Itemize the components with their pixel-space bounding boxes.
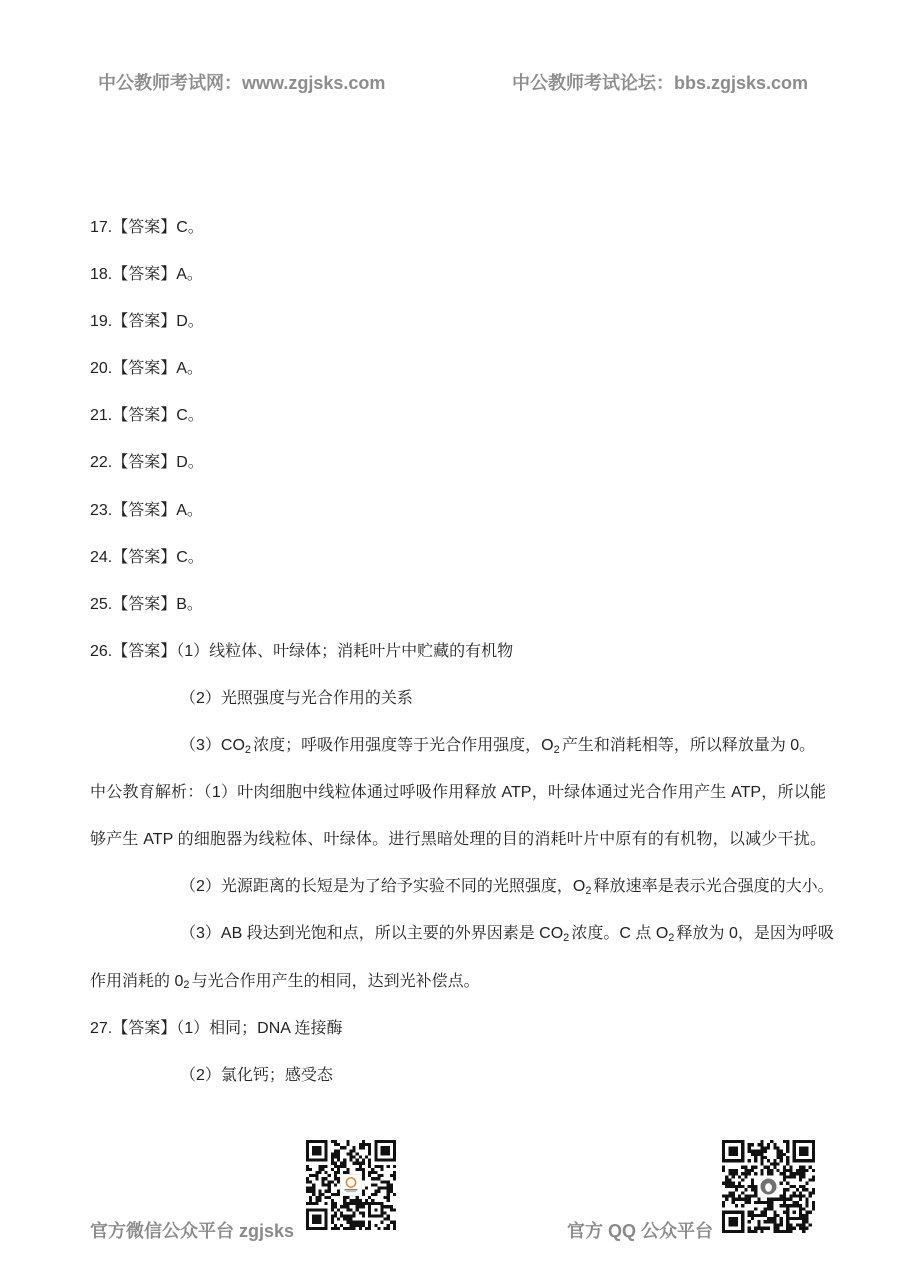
answer-26: 26.【答案】（1）线粒体、叶绿体；消耗叶片中贮藏的有机物 xyxy=(90,642,514,660)
analysis-line-3 xyxy=(90,863,834,910)
qq-logo-icon xyxy=(759,1177,778,1196)
text-segment: 浓度；呼吸作用强度等于光合作用强度，O xyxy=(253,737,554,755)
answer-22: 22.【答案】D。 xyxy=(90,454,204,472)
text-segment: 浓度。C 点 O xyxy=(571,925,669,943)
analysis-line-5 xyxy=(90,958,826,1005)
answer-21: 21.【答案】C。 xyxy=(90,407,204,425)
analysis-line-1: 中公教育解析：（1）叶肉细胞中线粒体通过呼吸作用释放 ATP，叶绿体通过光合作用产生 ATP，所以能 xyxy=(90,784,826,802)
text-segment: 作用消耗的 0 xyxy=(90,972,184,990)
answer-26-part-2: （2）光照强度与光合作用的关系 xyxy=(180,689,413,707)
header-site-text: 中公教师考试网：www.zgjsks.com xyxy=(98,73,386,93)
answer-17: 17.【答案】C。 xyxy=(90,219,204,236)
header-forum-text: 中公教师考试论坛：bbs.zgjsks.com xyxy=(512,73,809,93)
text-segment: （3）CO xyxy=(180,737,245,755)
text-segment: （3）AB 段达到光饱和点，所以主要的外界因素是 CO xyxy=(180,925,564,943)
wechat-platform-label: 官方微信公众平台 zgjsks xyxy=(90,1221,295,1241)
answer-26-part-3 xyxy=(90,722,826,769)
analysis-line-4 xyxy=(90,910,834,957)
answer-20: 20.【答案】A。 xyxy=(90,360,203,378)
answer-27: 27.【答案】（1）相同；DNA 连接酶 xyxy=(90,1019,343,1037)
subscript: 2 xyxy=(563,932,570,945)
subscript: 2 xyxy=(585,885,592,898)
wechat-qr-code xyxy=(306,1140,396,1230)
answer-content xyxy=(90,204,834,1099)
answer-19: 19.【答案】D。 xyxy=(90,313,204,331)
answer-24: 24.【答案】C。 xyxy=(90,548,204,566)
subscript: 2 xyxy=(668,932,675,945)
answer-23: 23.【答案】A。 xyxy=(90,501,203,519)
text-segment: 与光合作用产生的相同，达到光补偿点。 xyxy=(191,972,480,990)
answer-25: 25.【答案】B。 xyxy=(90,595,203,613)
offcn-logo-icon xyxy=(341,1175,361,1195)
subscript: 2 xyxy=(553,743,560,756)
text-segment: 产生和消耗相等，所以释放量为 0。 xyxy=(561,737,816,755)
text-segment: 释放为 0，是因为呼吸 xyxy=(676,925,834,943)
text-segment: （2）光源距离的长短是为了给予实验不同的光照强度，O xyxy=(180,878,586,896)
text-segment: 释放速率是表示光合强度的大小。 xyxy=(593,878,834,896)
answer-18: 18.【答案】A。 xyxy=(90,266,203,284)
qq-qr-code xyxy=(722,1140,815,1233)
subscript: 2 xyxy=(183,979,190,992)
qq-platform-label: 官方 QQ 公众平台 xyxy=(567,1221,714,1241)
analysis-line-2: 够产生 ATP 的细胞器为线粒体、叶绿体。进行黑暗处理的目的消耗叶片中原有的有机物，以减少干扰。 xyxy=(90,831,826,849)
subscript: 2 xyxy=(244,743,251,756)
answer-27-part-2: （2）氯化钙；感受态 xyxy=(180,1066,333,1084)
